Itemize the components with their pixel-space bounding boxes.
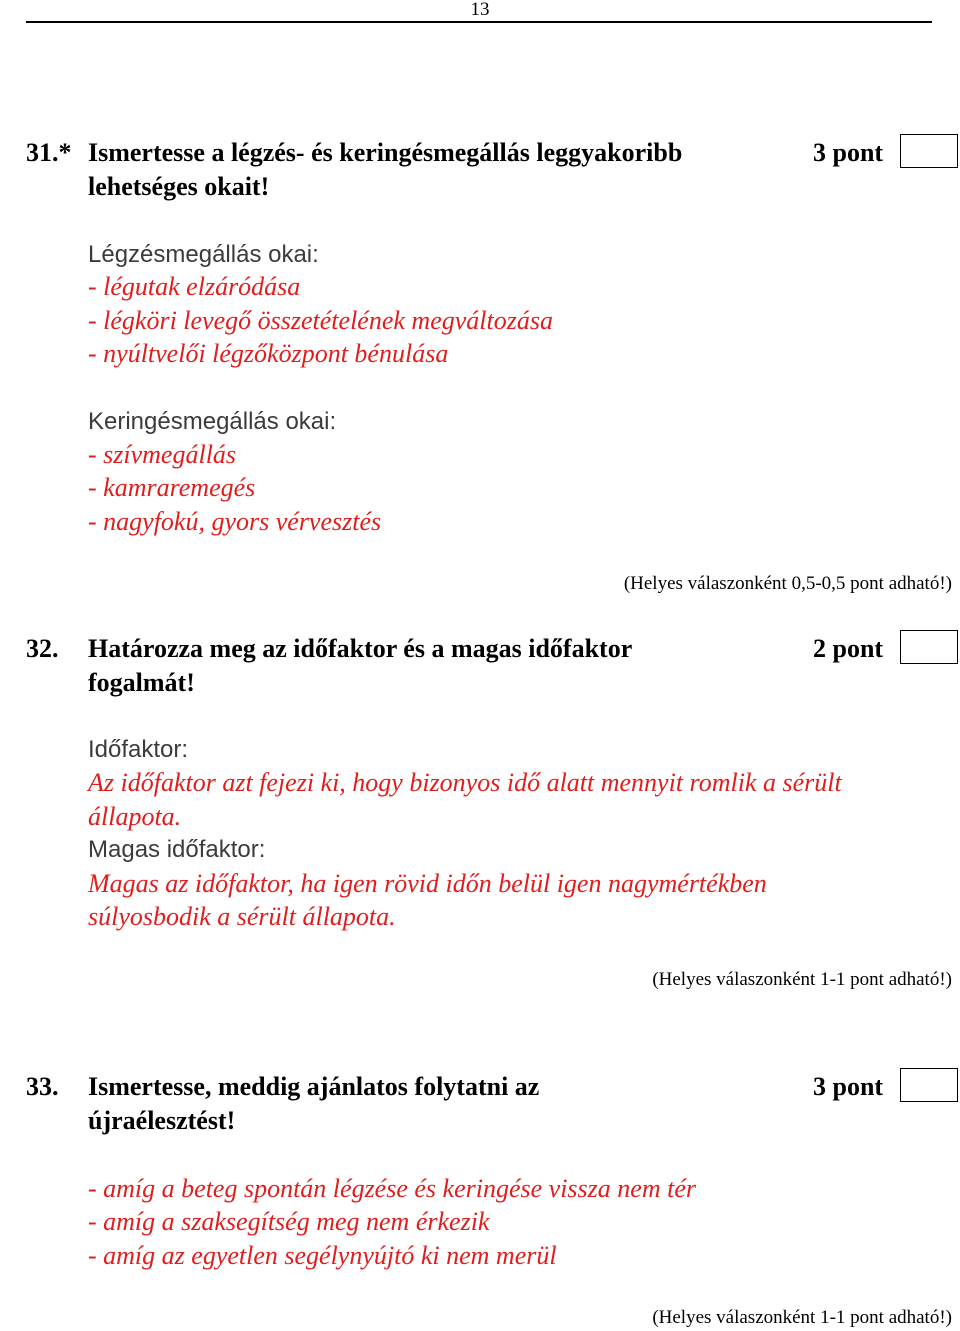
question-32-text-line1: Határozza meg az időfaktor és a magas időfaktor: [88, 634, 633, 663]
question-31-answer: - szívmegállás: [88, 440, 237, 469]
question-33-scoring-note: (Helyes válaszonként 1-1 pont adható!): [652, 1307, 952, 1328]
question-32-answer: Az időfaktor azt fejezi ki, hogy bizonyos idő alatt mennyit romlik a sérült: [88, 768, 842, 797]
question-31-text-line2: lehetséges okait!: [88, 172, 270, 201]
header-rule: [26, 21, 932, 23]
question-33-score-box[interactable]: [900, 1068, 958, 1102]
question-32-points: 2 pont: [813, 634, 884, 663]
question-33-text-line2: újraélesztést!: [88, 1106, 236, 1135]
question-31-answer: - légköri levegő összetételének megváltozása: [88, 306, 553, 335]
question-33-answer: - amíg a beteg spontán légzése és keringése vissza nem tér: [88, 1174, 696, 1203]
question-32-score-box[interactable]: [900, 630, 958, 664]
question-31-scoring-note: (Helyes válaszonként 0,5-0,5 pont adható!): [623, 573, 952, 594]
question-32-answer: Magas az időfaktor, ha igen rövid időn belül igen nagymértékben: [88, 869, 767, 898]
question-31-answer: - nagyfokú, gyors vérvesztés: [88, 507, 382, 536]
question-32-answer: állapota.: [88, 802, 182, 831]
question-32-text-line2: fogalmát!: [88, 668, 195, 697]
question-31-number: 31.*: [26, 138, 72, 167]
question-31-heading-breathing: Légzésmegállás okai:: [88, 241, 319, 268]
question-31-text-line1: Ismertesse a légzés- és keringésmegállás leggyakoribb: [88, 138, 683, 167]
question-33-text-line1: Ismertesse, meddig ajánlatos folytatni az: [88, 1072, 540, 1101]
question-31-answer: - légutak elzáródása: [88, 272, 301, 301]
question-33-points: 3 pont: [813, 1072, 884, 1101]
question-32-answer: súlyosbodik a sérült állapota.: [88, 902, 396, 931]
question-33-number: 33.: [26, 1072, 59, 1101]
question-32-heading-high-timefactor: Magas időfaktor:: [88, 836, 266, 863]
question-31-answer: - nyúltvelői légzőközpont bénulása: [88, 339, 449, 368]
question-31-points: 3 pont: [813, 138, 884, 167]
page-number: 13: [470, 0, 490, 20]
question-31-heading-circulation: Keringésmegállás okai:: [88, 408, 337, 435]
question-32-scoring-note: (Helyes válaszonként 1-1 pont adható!): [652, 969, 952, 990]
question-33-answer: - amíg a szaksegítség meg nem érkezik: [88, 1207, 490, 1236]
question-31-answer: - kamraremegés: [88, 473, 256, 502]
question-32-number: 32.: [26, 634, 59, 663]
question-32-heading-timefactor: Időfaktor:: [88, 736, 189, 763]
question-33-answer: - amíg az egyetlen segélynyújtó ki nem merül: [88, 1241, 557, 1270]
question-31-score-box[interactable]: [900, 134, 958, 168]
